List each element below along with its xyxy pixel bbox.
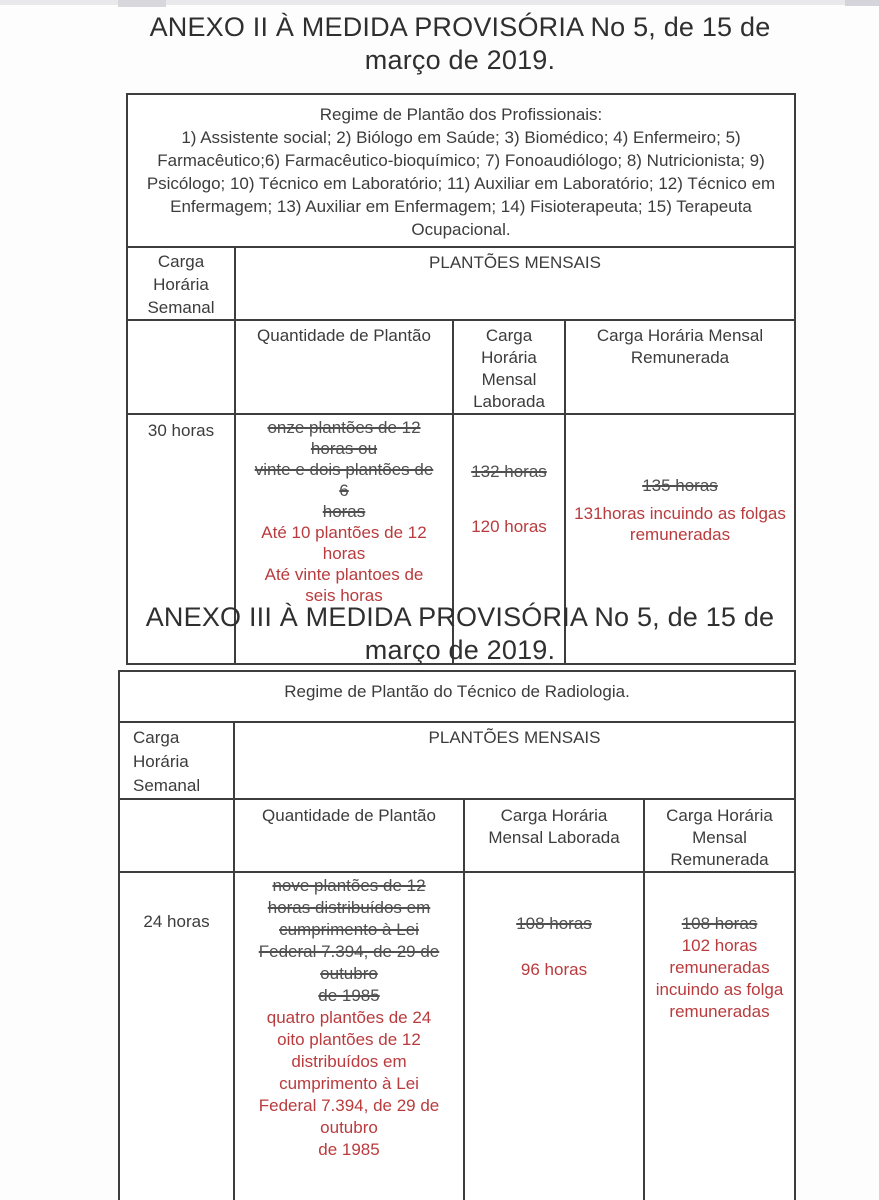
anexo3-header-paid — [644, 799, 795, 872]
worked-line: Mensal — [481, 370, 537, 389]
paid-old-value: 135 horas — [642, 476, 718, 495]
anexo3-quantity-cell — [234, 872, 464, 1200]
monthly-label: PLANTÕES MENSAIS — [428, 728, 601, 747]
anexo3-header-monthly — [234, 722, 795, 799]
quantity-new-line: quatro plantões de 24 — [266, 1008, 432, 1027]
anexo3-title — [106, 601, 814, 667]
paid-old-value: 108 horas — [681, 914, 758, 933]
weekly-line: Semanal — [133, 776, 201, 795]
anexo3-table — [118, 670, 796, 1200]
quantity-old-line: 6 — [339, 481, 349, 500]
quantity-old-line: de 1985 — [318, 986, 380, 1005]
worked-new-value: 96 horas — [520, 960, 588, 979]
quantity-new-line: horas — [322, 544, 366, 563]
anexo2-header-paid — [565, 320, 795, 414]
quantity-old-line: horas ou — [310, 439, 378, 458]
paid-new-line: remuneradas — [629, 525, 731, 544]
weekly-line: Semanal — [147, 298, 215, 317]
quantity-old-line: outubro — [320, 964, 378, 983]
worked-old-value: 108 horas — [516, 914, 592, 933]
weekly-hours-value: 30 horas — [147, 421, 215, 440]
anexo2-header-quantity — [235, 320, 453, 414]
quantity-new-line: seis horas — [305, 586, 383, 605]
paid-new-line: remuneradas — [669, 958, 770, 977]
anexo2-header-weekly — [127, 247, 235, 320]
anexo3-regime-heading: Regime de Plantão do Técnico de Radiologia. — [284, 682, 630, 701]
anexo2-regime-body-line: Enfermagem; 13) Auxiliar em Enfermagem; 14) Fisioterapeuta; 15) Terapeuta — [170, 197, 752, 216]
worked-line: Carga — [485, 326, 533, 345]
anexo3-title-line1: ANEXO III À MEDIDA PROVISÓRIA No 5, de 15 de — [145, 602, 775, 632]
quantity-old-line: nove plantões de 12 — [272, 876, 426, 895]
anexo3-header-weekly — [119, 722, 234, 799]
paid-new-line: remuneradas — [669, 1002, 770, 1021]
quantity-old-line: horas distribuídos em — [267, 898, 431, 917]
anexo2-title-line1: ANEXO II À MEDIDA PROVISÓRIA No 5, de 15 de — [149, 12, 771, 42]
anexo3-regime-cell — [119, 671, 795, 722]
anexo2-title-line2: março de 2019. — [364, 45, 556, 75]
worked-line: Horária — [481, 348, 537, 367]
scan-artifact-mark-left — [118, 0, 166, 7]
quantity-old-line: Federal 7.394, de 29 de — [258, 942, 440, 961]
anexo2-title — [106, 11, 814, 77]
anexo2-regime-heading: Regime de Plantão dos Profissionais: — [319, 105, 603, 124]
anexo3-paid-cell — [644, 872, 795, 1200]
paid-line: Carga Horária — [666, 806, 773, 825]
worked-new-value: 120 horas — [471, 517, 547, 536]
quantity-new-line: oito plantões de 12 — [277, 1030, 421, 1049]
quantity-old-line: vinte e dois plantões de — [254, 460, 434, 479]
anexo2-regime-cell — [127, 94, 795, 247]
paid-line: Mensal — [692, 828, 747, 847]
anexo3-title-line2: março de 2019. — [364, 635, 556, 665]
anexo2-table — [126, 93, 796, 665]
quantity-new-line: distribuídos em — [291, 1052, 407, 1071]
anexo3-header-quantity — [234, 799, 464, 872]
paid-new-line: 131horas incuindo as folgas — [574, 504, 786, 523]
worked-line: Mensal Laborada — [488, 828, 620, 847]
quantity-old-line: cumprimento à Lei — [279, 920, 419, 939]
anexo3-header-empty — [119, 799, 234, 872]
paid-new-line: incuindo as folga — [655, 980, 784, 999]
monthly-label: PLANTÕES MENSAIS — [429, 253, 601, 272]
anexo3-worked-cell — [464, 872, 644, 1200]
weekly-line: Horária — [133, 752, 189, 771]
paid-line: Carga Horária Mensal — [596, 326, 764, 345]
weekly-hours-value: 24 horas — [143, 912, 210, 931]
anexo3-header-worked — [464, 799, 644, 872]
scan-artifact-mark-right — [845, 0, 879, 6]
anexo2-header-monthly — [235, 247, 795, 320]
paid-line: Remunerada — [670, 850, 769, 869]
weekly-line: Horária — [153, 275, 209, 294]
weekly-line: Carga — [157, 252, 205, 271]
anexo3-weekly-hours-cell — [119, 872, 234, 1200]
quantity-label: Quantidade de Plantão — [262, 806, 436, 825]
worked-line: Carga Horária — [500, 806, 608, 825]
paid-line: Remunerada — [630, 348, 730, 367]
anexo2-header-worked — [453, 320, 565, 414]
quantity-new-line: cumprimento à Lei — [279, 1074, 419, 1093]
quantity-new-line: Federal 7.394, de 29 de — [258, 1096, 440, 1115]
worked-line: Laborada — [473, 392, 545, 411]
anexo2-regime-body-line: Ocupacional. — [411, 220, 511, 239]
quantity-new-line: Até vinte plantoes de — [264, 565, 424, 584]
anexo2-header-empty — [127, 320, 235, 414]
quantity-label: Quantidade de Plantão — [257, 326, 431, 345]
quantity-new-line: Até 10 plantões de 12 — [261, 523, 427, 542]
worked-old-value: 132 horas — [471, 462, 547, 481]
anexo2-regime-body-line: Psicólogo; 10) Técnico em Laboratório; 11) Auxiliar em Laboratório; 12) Técnico em — [146, 174, 776, 193]
weekly-line: Carga — [133, 728, 180, 747]
quantity-old-line: onze plantões de 12 — [267, 418, 421, 437]
quantity-new-line: de 1985 — [318, 1140, 380, 1159]
quantity-old-line: horas — [322, 502, 366, 521]
anexo2-regime-body-line: 1) Assistente social; 2) Biólogo em Saúde; 3) Biomédico; 4) Enfermeiro; 5) — [181, 128, 741, 147]
quantity-new-line: outubro — [320, 1118, 378, 1137]
anexo2-regime-body-line: Farmacêutico;6) Farmacêutico-bioquímico; 7) Fonoaudiólogo; 8) Nutricionista; 9) — [157, 151, 765, 170]
paid-new-line: 102 horas — [681, 936, 758, 955]
